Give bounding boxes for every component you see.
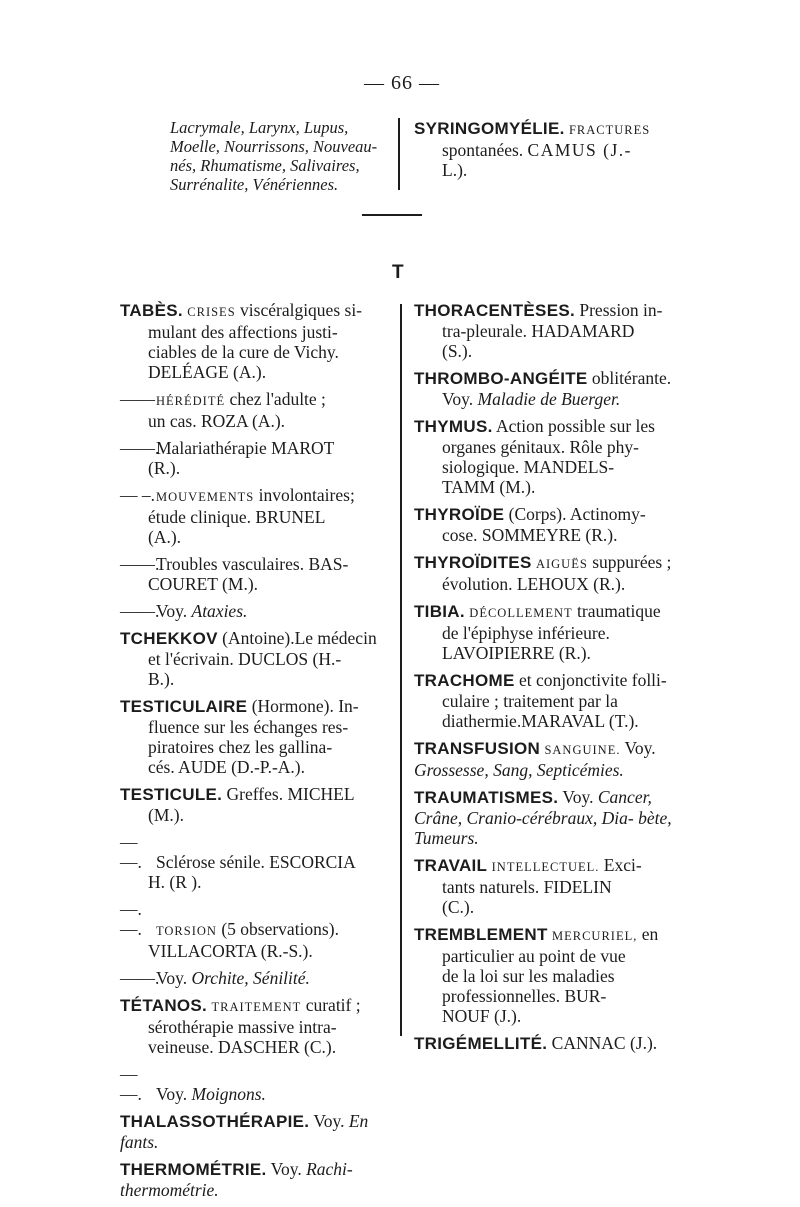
entry-heading: TRAVAIL <box>414 856 488 875</box>
text-line <box>414 787 684 848</box>
index-entry <box>120 832 398 892</box>
text-line <box>414 1006 684 1026</box>
entry-dash: — –. <box>120 485 155 505</box>
see-reference: Maladie de Buerger. <box>477 389 621 409</box>
index-entry <box>120 554 398 594</box>
text-fragment: particulier au point de vue <box>442 946 626 966</box>
text-fragment: en <box>641 924 659 944</box>
text-line <box>120 1111 398 1152</box>
text-fragment: (M.). <box>148 805 184 825</box>
index-entry <box>120 995 398 1057</box>
text-fragment: (Hormone). In- <box>251 696 359 716</box>
text-line <box>414 504 684 525</box>
section-letter: T <box>392 262 404 283</box>
index-entry <box>414 368 684 409</box>
text-line <box>120 649 398 669</box>
text-fragment: tra-pleurale. HADAMARD <box>442 321 635 341</box>
text-fragment: (Corps). Actinomy- <box>508 504 646 524</box>
text-line <box>414 416 684 437</box>
text-fragment: (Antoine).Le médecin <box>222 628 377 648</box>
index-entry <box>120 300 398 382</box>
entry-smallcaps: TRAITEMENT <box>211 1000 302 1014</box>
index-entry <box>120 1111 398 1152</box>
text-fragment: H. (R ). <box>148 872 202 892</box>
text-line <box>120 362 398 382</box>
text-line <box>120 784 398 805</box>
text-line <box>120 1159 398 1200</box>
text-line <box>414 670 684 691</box>
index-entry <box>414 738 684 780</box>
text-fragment: et l'écrivain. DUCLOS (H.- <box>148 649 342 669</box>
author-name: CAMUS (J.- <box>527 140 633 160</box>
text-fragment: Voy. <box>313 1111 345 1131</box>
text-line <box>414 623 684 643</box>
index-entry <box>414 504 684 545</box>
text-fragment: (A.). <box>148 527 182 547</box>
entry-heading: TRAUMATISMES. <box>414 788 559 807</box>
entry-dash: ——. <box>120 438 160 458</box>
text-line <box>414 457 684 477</box>
text-line <box>414 574 684 594</box>
text-line <box>414 321 684 341</box>
index-entry <box>414 416 684 497</box>
entry-heading: THORACENTÈSES. <box>414 301 575 320</box>
text-fragment: COURET (M.). <box>148 574 259 594</box>
see-reference: Grossesse, Sang, Septicémies. <box>414 760 624 780</box>
entry-heading: TABÈS. <box>120 301 183 320</box>
text-fragment: TAMM (M.). <box>442 477 536 497</box>
text-fragment: involontaires; <box>258 485 355 505</box>
entry-heading: TESTICULAIRE <box>120 697 248 716</box>
text-fragment: (C.). <box>442 897 475 917</box>
text-fragment: curatif ; <box>305 995 361 1015</box>
index-entry <box>414 670 684 731</box>
text-fragment: Malariathérapie MAROT <box>156 438 335 458</box>
text-fragment: piratoires chez les gallina- <box>148 737 333 757</box>
entry-heading: TÉTANOS. <box>120 996 208 1015</box>
text-line <box>414 1033 684 1054</box>
text-fragment: Greffes. MICHEL <box>226 784 355 804</box>
text-line <box>120 507 398 527</box>
text-line <box>120 757 398 777</box>
entry-heading: TREMBLEMENT <box>414 925 548 944</box>
text-fragment: Sclérose sénile. ESCORCIA <box>156 852 356 872</box>
text-fragment: Voy. <box>562 787 594 807</box>
text-line: nés, Rhumatisme, Salivaires, <box>170 156 360 175</box>
text-fragment: oblitérante. <box>591 368 672 388</box>
see-reference: Orchite, Sénilité. <box>191 968 310 988</box>
top-left-continuation <box>170 118 394 194</box>
entry-smallcaps: HÉRÉDITÉ <box>156 394 226 408</box>
text-line <box>120 1017 398 1037</box>
index-entry <box>414 1033 684 1054</box>
text-fragment: de l'épiphyse inférieure. <box>442 623 610 643</box>
see-reference: Ataxies. <box>191 601 248 621</box>
text-line <box>120 941 398 961</box>
entry-dash: ——. <box>120 968 160 988</box>
index-entry <box>414 300 684 361</box>
text-fragment: Voy. <box>442 389 474 409</box>
text-line <box>414 601 684 623</box>
entry-dash: — —. <box>120 832 142 872</box>
entry-heading: THYROÏDE <box>414 505 505 524</box>
text-fragment: organes génitaux. Rôle phy- <box>442 437 639 457</box>
text-fragment: de la loi sur les maladies <box>442 966 615 986</box>
text-line <box>414 368 684 389</box>
text-line <box>120 574 398 594</box>
text-line: Surrénalite, Vénériennes. <box>170 175 339 194</box>
text-fragment: Pression in- <box>579 300 663 320</box>
text-fragment: ciables de la cure de Vichy. <box>148 342 339 362</box>
see-reference: En fants. <box>120 1111 369 1152</box>
text-line <box>414 552 684 574</box>
text-line <box>120 696 398 717</box>
text-fragment: sérothérapie massive intra- <box>148 1017 337 1037</box>
entry-heading: THYMUS. <box>414 417 493 436</box>
text-fragment: viscéralgiques si- <box>240 300 363 320</box>
index-entry <box>120 696 398 777</box>
text-line <box>120 899 398 941</box>
left-column <box>120 300 398 1207</box>
text-fragment: veineuse. DASCHER (C.). <box>148 1037 337 1057</box>
text-line <box>414 711 684 731</box>
index-entry <box>414 787 684 848</box>
entry-dash: — —. <box>120 1064 142 1104</box>
index-entry <box>414 118 686 180</box>
text-line <box>120 737 398 757</box>
text-line <box>120 968 398 988</box>
right-column <box>414 300 684 1061</box>
entry-heading: THERMOMÉTRIE. <box>120 1160 267 1179</box>
text-fragment: NOUF (J.). <box>442 1006 522 1026</box>
index-entry <box>120 1159 398 1200</box>
text-line <box>120 322 398 342</box>
entry-smallcaps: INTELLECTUEL. <box>491 860 600 874</box>
text-line <box>414 691 684 711</box>
index-entry <box>120 628 398 689</box>
text-line <box>414 525 684 545</box>
text-line <box>414 946 684 966</box>
entry-heading: THROMBO-ANGÉITE <box>414 369 588 388</box>
text-line <box>120 601 398 621</box>
text-fragment: diathermie.MARAVAL (T.). <box>442 711 639 731</box>
text-line <box>120 669 398 689</box>
text-fragment: chez l'adulte ; <box>229 389 326 409</box>
text-line: Moelle, Nourrissons, Nouveau- <box>170 137 378 156</box>
text-fragment: Voy. <box>270 1159 302 1179</box>
entry-smallcaps: MERCURIEL, <box>552 929 638 943</box>
index-entry <box>120 968 398 988</box>
index-entry <box>120 389 398 431</box>
entry-heading: THALASSOTHÉRAPIE. <box>120 1112 310 1131</box>
entry-smallcaps: MOUVEMENTS <box>156 490 255 504</box>
text-line <box>414 140 686 160</box>
text-line <box>414 300 684 321</box>
index-entry <box>120 1064 398 1104</box>
text-fragment: culaire ; traitement par la <box>442 691 618 711</box>
index-entry <box>414 855 684 917</box>
text-fragment: tants naturels. FIDELIN <box>442 877 612 897</box>
text-fragment: (5 observations). <box>221 919 339 939</box>
text-line <box>120 485 398 507</box>
index-entry <box>120 601 398 621</box>
text-line <box>120 995 398 1017</box>
text-line <box>120 717 398 737</box>
index-entry <box>120 485 398 547</box>
entry-smallcaps: SANGUINE. <box>544 743 621 757</box>
text-fragment: Troubles vasculaires. BAS- <box>156 554 349 574</box>
text-line <box>120 300 398 322</box>
index-entry <box>120 438 398 478</box>
entry-heading: TRACHOME <box>414 671 515 690</box>
entry-heading: TESTICULE. <box>120 785 223 804</box>
see-reference: Moignons. <box>191 1084 266 1104</box>
text-fragment: cose. SOMMEYRE (R.). <box>442 525 618 545</box>
entry-smallcaps: CRISES <box>187 305 236 319</box>
entry-heading: TCHEKKOV <box>120 629 218 648</box>
text-line <box>414 643 684 663</box>
entry-smallcaps: TORSION <box>156 924 217 938</box>
text-fragment: CANNAC (J.). <box>551 1033 658 1053</box>
text-fragment: B.). <box>148 669 175 689</box>
page-number: — 66 — <box>364 72 440 94</box>
index-entry <box>414 552 684 594</box>
text-line <box>414 966 684 986</box>
text-line: L.). <box>442 160 468 180</box>
text-line <box>120 438 398 458</box>
text-line <box>414 855 684 877</box>
text-fragment: traumatique <box>577 601 661 621</box>
text-fragment: suppurées ; <box>592 552 672 572</box>
see-reference: Cancer, Crâne, Cranio-cérébraux, Dia- bète, Tumeurs. <box>414 787 672 848</box>
text-fragment: Voy. <box>156 968 188 988</box>
text-fragment: Action possible sur les <box>496 416 655 436</box>
entry-heading: THYROÏDITES <box>414 553 532 572</box>
text-line <box>120 832 398 872</box>
entry-heading: TIBIA. <box>414 602 465 621</box>
see-reference: Rachi- thermométrie. <box>120 1159 353 1200</box>
entry-dash: —— <box>120 389 155 409</box>
index-entry <box>120 899 398 961</box>
entry-dash: ——. <box>120 554 160 574</box>
entry-smallcaps: FRACTURES <box>568 123 651 137</box>
section-rule <box>362 214 422 216</box>
text-fragment: DELÉAGE (A.). <box>148 362 267 382</box>
text-line <box>414 897 684 917</box>
text-line <box>414 477 684 497</box>
text-line <box>414 877 684 897</box>
text-fragment: fluence sur les échanges res- <box>148 717 349 737</box>
text-fragment: Exci- <box>603 855 642 875</box>
text-line <box>414 341 684 361</box>
text-fragment: siologique. MANDELS- <box>442 457 615 477</box>
index-entry <box>120 784 398 825</box>
text-line <box>414 924 684 946</box>
text-line: Lacrymale, Larynx, Lupus, <box>170 118 349 137</box>
text-fragment: Voy. <box>156 601 188 621</box>
text-fragment: évolution. LEHOUX (R.). <box>442 574 626 594</box>
text-line <box>120 342 398 362</box>
text-line <box>120 628 398 649</box>
entry-heading: TRIGÉMELLITÉ. <box>414 1034 548 1053</box>
text-line <box>414 389 684 409</box>
entry-smallcaps: DÉCOLLEMENT <box>469 606 573 620</box>
text-line <box>120 389 398 411</box>
text-line <box>414 738 684 780</box>
text-fragment: cés. AUDE (D.-P.-A.). <box>148 757 305 777</box>
text-line <box>120 411 398 431</box>
text-line <box>120 872 398 892</box>
entry-dash: —.—. <box>120 899 142 939</box>
entry-smallcaps: AIGUËS <box>535 557 588 571</box>
text-line <box>120 527 398 547</box>
entry-heading: SYRINGOMYÉLIE. <box>414 119 565 138</box>
text-fragment: Voy. <box>624 738 656 758</box>
text-fragment: (R.). <box>148 458 181 478</box>
index-entry <box>414 924 684 1026</box>
text-line <box>414 986 684 1006</box>
text-fragment: mulant des affections justi- <box>148 322 338 342</box>
text-line <box>120 805 398 825</box>
text-fragment: Voy. <box>156 1084 188 1104</box>
text-line <box>120 554 398 574</box>
text-fragment: étude clinique. BRUNEL <box>148 507 326 527</box>
text-fragment: professionnelles. BUR- <box>442 986 607 1006</box>
text-line <box>414 437 684 457</box>
entry-heading: TRANSFUSION <box>414 739 541 758</box>
text-line <box>120 458 398 478</box>
text-fragment: et conjonctivite folli- <box>519 670 667 690</box>
index-entry <box>414 601 684 663</box>
entry-dash: ——. <box>120 601 160 621</box>
column-divider <box>400 304 402 1036</box>
top-right-entry <box>414 118 686 187</box>
column-divider <box>398 118 400 190</box>
continuation-text <box>170 118 394 194</box>
text-line <box>120 1037 398 1057</box>
text-fragment: VILLACORTA (R.-S.). <box>148 941 313 961</box>
text-line <box>120 1064 398 1104</box>
text-fragment: (S.). <box>442 341 473 361</box>
text-fragment: un cas. ROZA (A.). <box>148 411 286 431</box>
text-fragment: spontanées. <box>442 140 524 160</box>
text-fragment: LAVOIPIERRE (R.). <box>442 643 591 663</box>
